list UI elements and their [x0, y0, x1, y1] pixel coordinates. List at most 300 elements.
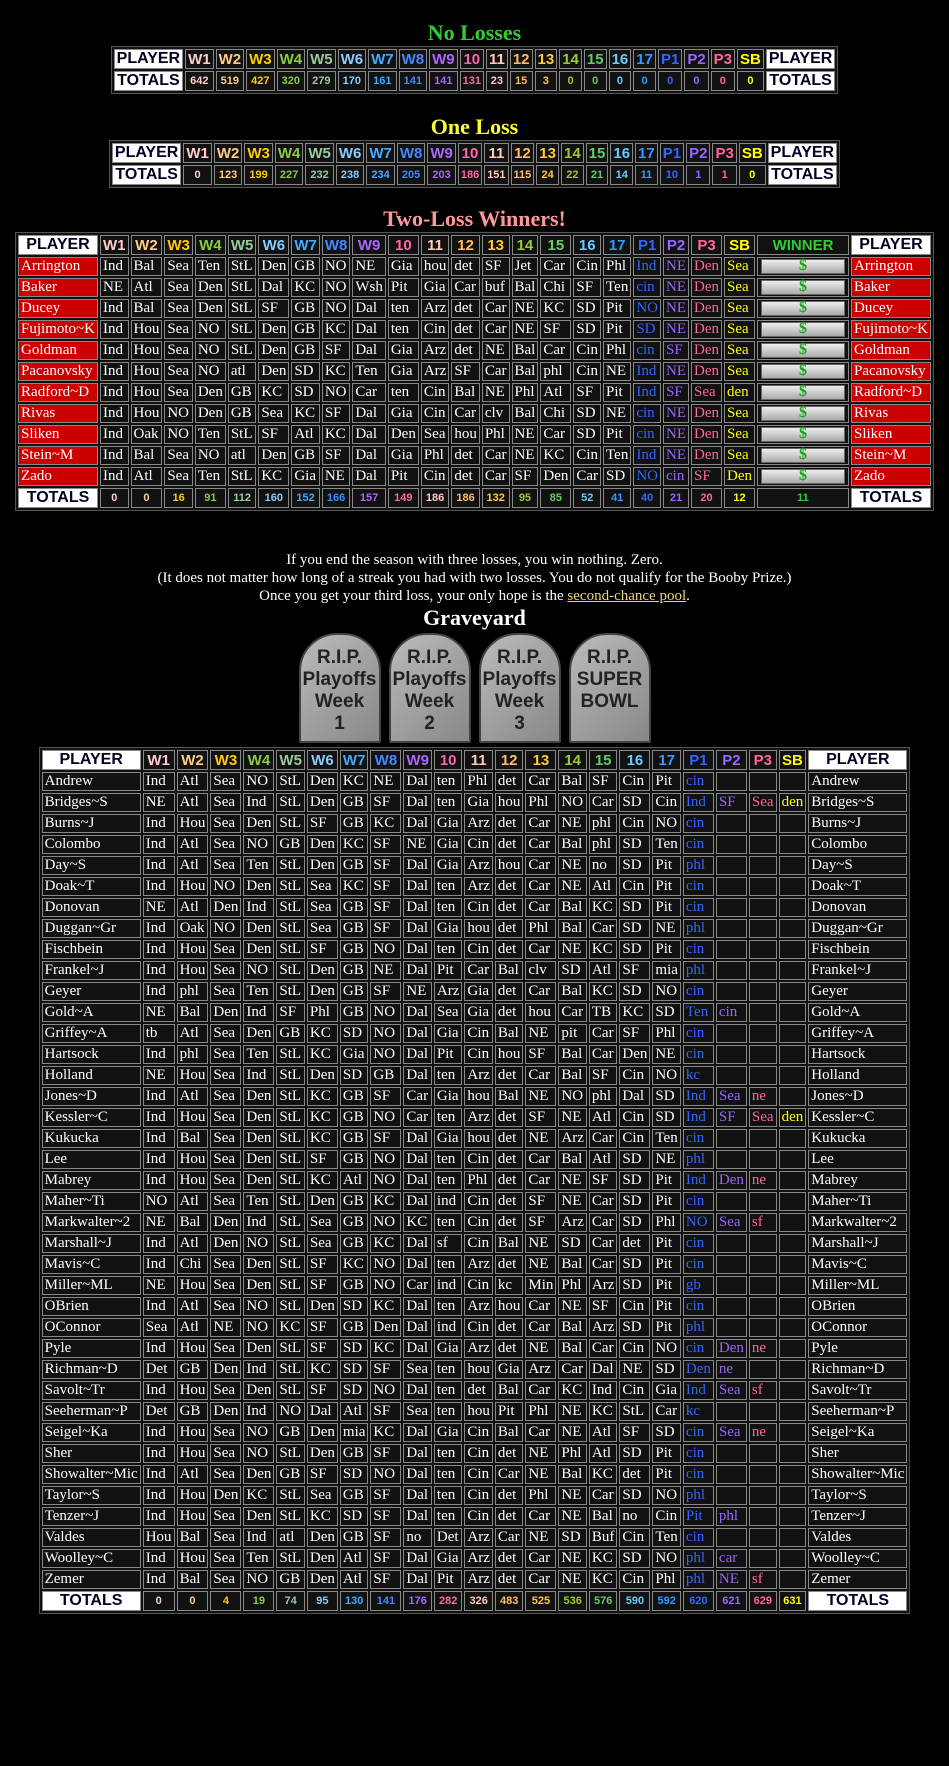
pick-cell: Sea	[210, 1255, 241, 1274]
pick-cell: Den	[691, 278, 722, 297]
pick-cell	[779, 1213, 807, 1232]
week-header: W4	[277, 49, 306, 69]
pick-cell: StL	[228, 320, 257, 339]
money-icon	[757, 404, 849, 423]
pick-cell: hou	[525, 1003, 556, 1022]
player-header: PLAYER	[112, 143, 181, 163]
player-row	[18, 278, 931, 297]
pick-cell: Pit	[652, 1297, 681, 1316]
pick-cell: det	[495, 772, 524, 791]
player-name: Kukucka	[808, 1129, 907, 1148]
pick-cell: Arz	[525, 1360, 556, 1379]
pick-cell: Gia	[495, 1360, 524, 1379]
pick-cell: StL	[619, 1402, 650, 1421]
pick-cell: Atl	[291, 425, 320, 444]
pick-cell: NE	[143, 1066, 175, 1085]
pick-cell	[779, 856, 807, 875]
pick-cell: cin	[683, 1297, 714, 1316]
pick-cell: Den	[195, 383, 226, 402]
pick-cell: Ind	[143, 814, 175, 833]
pick-cell: Hou	[177, 1486, 209, 1505]
pick-cell: ne	[749, 1087, 777, 1106]
pick-cell: StL	[276, 982, 305, 1001]
pick-cell: Ind	[100, 446, 129, 465]
pick-cell: SD	[619, 835, 650, 854]
pick-cell: Car	[403, 1108, 432, 1127]
total-value: 170	[338, 71, 367, 91]
pick-cell: cin	[683, 1465, 714, 1484]
pick-cell: SF	[307, 940, 338, 959]
pick-cell	[716, 1276, 747, 1295]
player-name: Maher~Ti	[42, 1192, 141, 1211]
total-value: 176	[403, 1591, 432, 1611]
pick-cell: SD	[619, 1549, 650, 1568]
pick-cell: Cin	[464, 835, 493, 854]
pick-cell: det	[495, 1339, 524, 1358]
total-value: 519	[216, 71, 245, 91]
pick-cell: NE	[558, 1171, 587, 1190]
player-row	[42, 1486, 908, 1505]
pick-cell	[779, 940, 807, 959]
total-value: 15	[510, 71, 533, 91]
pick-cell: Arz	[464, 1255, 493, 1274]
pick-cell: Sea	[210, 1171, 241, 1190]
pick-cell: det	[495, 877, 524, 896]
pick-cell: NE	[370, 961, 401, 980]
player-row	[42, 814, 908, 833]
player-name: Mabrey	[42, 1171, 141, 1190]
player-name: Radford~D	[851, 383, 931, 402]
note-line-3-text: Once you get your third loss, your only hope is the	[259, 588, 568, 604]
pick-cell: NE	[352, 257, 386, 276]
pick-cell: Bal	[558, 1045, 587, 1064]
pick-cell	[779, 1444, 807, 1463]
pick-cell: hou	[464, 1087, 493, 1106]
pick-cell: atl	[228, 446, 257, 465]
pick-cell: SF	[525, 1192, 556, 1211]
pick-cell: Ind	[243, 1528, 274, 1547]
player-name: Savolt~Tr	[808, 1381, 907, 1400]
pick-cell: NO	[370, 1003, 401, 1022]
pick-cell: Sea	[716, 1213, 747, 1232]
pick-cell: StL	[228, 341, 257, 360]
pick-cell: Car	[589, 1213, 618, 1232]
pick-cell: SF	[276, 1003, 305, 1022]
pick-cell: NO	[370, 1213, 401, 1232]
pick-cell: StL	[276, 1045, 305, 1064]
pick-cell: Sea	[716, 1381, 747, 1400]
player-name: Donovan	[42, 898, 141, 917]
pick-cell: SF	[370, 1402, 401, 1421]
pick-cell: KC	[322, 425, 351, 444]
pick-cell: Bal	[495, 1234, 524, 1253]
pick-cell: KC	[291, 278, 320, 297]
pick-cell: NE	[512, 299, 539, 318]
pick-cell: Den	[307, 1528, 338, 1547]
pick-cell	[749, 1192, 777, 1211]
pick-cell: Bal	[589, 1507, 618, 1526]
pick-cell: Ind	[143, 1108, 175, 1127]
pick-cell: Arz	[589, 1276, 618, 1295]
pick-cell: Ind	[243, 793, 274, 812]
pick-cell: KC	[340, 877, 369, 896]
total-value: 592	[652, 1591, 681, 1611]
pick-cell: Cin	[619, 1339, 650, 1358]
pick-cell: NE	[525, 1339, 556, 1358]
pick-cell: Sea	[210, 1507, 241, 1526]
total-value: 631	[779, 1591, 807, 1611]
pick-cell: NO	[243, 1318, 274, 1337]
pick-cell: Phl	[603, 341, 631, 360]
player-name: Andrew	[808, 772, 907, 791]
player-row	[42, 919, 908, 938]
pick-cell: Dal	[403, 814, 432, 833]
pick-cell: Sea	[210, 1276, 241, 1295]
pick-cell: NO	[370, 1255, 401, 1274]
tombstone-text: R.I.P.	[496, 647, 543, 668]
pick-cell: Gia	[388, 404, 419, 423]
tombstone-text: 1	[334, 713, 345, 734]
pick-cell: phl	[177, 1045, 209, 1064]
pick-cell: Atl	[589, 1108, 618, 1127]
pick-cell: hou	[451, 425, 480, 444]
pick-cell: Ind	[100, 467, 129, 486]
pick-cell: StL	[276, 877, 305, 896]
pick-cell: SF	[370, 856, 401, 875]
player-row	[42, 1171, 908, 1190]
pick-cell: Arz	[464, 1297, 493, 1316]
pick-cell: SD	[619, 1276, 650, 1295]
total-value: 0	[177, 1591, 209, 1611]
pick-cell: Pit	[388, 278, 419, 297]
no-losses-title: No Losses	[427, 20, 522, 45]
week-header: 13	[482, 235, 510, 255]
week-header: 17	[635, 143, 658, 163]
pick-cell: Cin	[464, 1276, 493, 1295]
pick-cell: SF	[370, 835, 401, 854]
pick-cell: Ind	[100, 320, 129, 339]
pick-cell: NO	[652, 1339, 681, 1358]
pick-cell: Ind	[143, 1339, 175, 1358]
pick-cell: Sea	[164, 341, 193, 360]
pick-cell: Dal	[403, 856, 432, 875]
pick-cell	[749, 1402, 777, 1421]
three-loss-note	[0, 551, 949, 605]
pick-cell: Cin	[573, 446, 601, 465]
player-row	[42, 1066, 908, 1085]
pick-cell: Cin	[619, 1108, 650, 1127]
pick-cell: Ten	[652, 1528, 681, 1547]
pick-cell: KC	[403, 1213, 432, 1232]
pick-cell: Dal	[403, 1024, 432, 1043]
player-name: Fujimoto~K	[851, 320, 931, 339]
week-header: W3	[164, 235, 193, 255]
pick-cell	[779, 1045, 807, 1064]
pick-cell: KC	[340, 835, 369, 854]
pick-cell	[779, 1339, 807, 1358]
pick-cell: Gia	[434, 919, 463, 938]
pick-cell: Hou	[177, 1381, 209, 1400]
pick-cell: Dal	[403, 1444, 432, 1463]
pick-cell: Den	[210, 1402, 241, 1421]
pick-cell: NO	[633, 467, 661, 486]
player-name: Mavis~C	[808, 1255, 907, 1274]
pick-cell: StL	[276, 1360, 305, 1379]
pick-cell: NE	[143, 1213, 175, 1232]
player-row	[42, 940, 908, 959]
pick-cell: Pit	[652, 856, 681, 875]
pick-cell: StL	[228, 425, 257, 444]
pick-cell: ten	[434, 940, 463, 959]
pick-cell: Sea	[434, 1003, 463, 1022]
pick-cell: NO	[370, 1045, 401, 1064]
pick-cell: Oak	[177, 919, 209, 938]
pick-cell	[749, 877, 777, 896]
pick-cell: StL	[276, 1507, 305, 1526]
pick-cell: Gia	[434, 1087, 463, 1106]
player-name: Fujimoto~K	[18, 320, 98, 339]
pick-cell: Cin	[421, 320, 450, 339]
total-value: 19	[243, 1591, 274, 1611]
pick-cell: SF	[307, 1465, 338, 1484]
player-row	[18, 299, 931, 318]
pick-cell: NO	[243, 1234, 274, 1253]
player-name: Baker	[18, 278, 98, 297]
pick-cell: Ten	[243, 1192, 274, 1211]
pick-cell: Cin	[464, 1318, 493, 1337]
pick-cell: Sea	[210, 1381, 241, 1400]
pick-cell: Car	[525, 877, 556, 896]
pick-cell: Gia	[464, 982, 493, 1001]
week-header: W2	[214, 143, 243, 163]
pick-cell: NE	[663, 320, 689, 339]
pick-cell: StL	[228, 299, 257, 318]
pick-cell: Pit	[388, 467, 419, 486]
pick-cell: Den	[258, 446, 289, 465]
player-row	[18, 320, 931, 339]
player-name: Rivas	[18, 404, 98, 423]
week-header: 12	[451, 235, 480, 255]
pick-cell: Arz	[464, 1339, 493, 1358]
total-value: 199	[244, 165, 273, 185]
pick-cell: ne	[716, 1360, 747, 1379]
player-name: Zemer	[42, 1570, 141, 1589]
total-value: 157	[352, 488, 386, 508]
pick-cell: NO	[370, 1276, 401, 1295]
pick-cell: Den	[691, 425, 722, 444]
pick-cell: Car	[540, 341, 571, 360]
pick-cell: Bal	[558, 1255, 587, 1274]
pick-cell	[779, 1549, 807, 1568]
pick-cell: SF	[451, 362, 480, 381]
pick-cell: NO	[243, 1297, 274, 1316]
player-name: Burns~J	[808, 814, 907, 833]
pick-cell: Gia	[434, 1423, 463, 1442]
pick-cell: Sea	[164, 257, 193, 276]
pick-cell: Car	[482, 320, 510, 339]
pick-cell: StL	[276, 1171, 305, 1190]
week-header: P2	[716, 750, 747, 770]
total-value: 0	[183, 165, 212, 185]
pick-cell: Pit	[652, 1171, 681, 1190]
pick-cell: Den	[691, 446, 722, 465]
second-chance-pool-link[interactable]: second-chance pool	[567, 588, 687, 604]
pick-cell: den	[779, 793, 807, 812]
player-name: OBrien	[42, 1297, 141, 1316]
pick-cell: phl	[683, 1318, 714, 1337]
pick-cell: Atl	[589, 1444, 618, 1463]
pick-cell	[749, 1318, 777, 1337]
total-value: 186	[421, 488, 450, 508]
player-name: Goldman	[18, 341, 98, 360]
pick-cell: SD	[619, 1486, 650, 1505]
pick-cell	[716, 982, 747, 1001]
pick-cell: Car	[652, 1402, 681, 1421]
pick-cell: Dal	[352, 341, 386, 360]
player-row	[42, 1024, 908, 1043]
pick-cell	[779, 1465, 807, 1484]
pick-cell: GB	[340, 898, 369, 917]
pick-cell: NE	[525, 1444, 556, 1463]
pick-cell: Ind	[143, 772, 175, 791]
pick-cell: KC	[307, 1507, 338, 1526]
pick-cell	[716, 1255, 747, 1274]
week-header: 13	[536, 143, 559, 163]
pick-cell	[716, 1234, 747, 1253]
player-row	[42, 1528, 908, 1547]
pick-cell: Sea	[164, 278, 193, 297]
pick-cell: Pit	[652, 1276, 681, 1295]
pick-cell	[716, 1192, 747, 1211]
pick-cell: KC	[540, 446, 571, 465]
player-row	[42, 1423, 908, 1442]
player-name: Hartsock	[808, 1045, 907, 1064]
pick-cell: clv	[482, 404, 510, 423]
pick-cell: SD	[619, 898, 650, 917]
pick-cell	[779, 1507, 807, 1526]
pick-cell: Car	[525, 1570, 556, 1589]
pick-cell: Bal	[495, 1024, 524, 1043]
player-row	[42, 1255, 908, 1274]
pick-cell: phl	[683, 1486, 714, 1505]
pick-cell: cin	[683, 772, 714, 791]
pick-cell: Dal	[403, 1465, 432, 1484]
player-name: Savolt~Tr	[42, 1381, 141, 1400]
pick-cell: GB	[228, 383, 257, 402]
pick-cell: Ind	[683, 793, 714, 812]
pick-cell: phl	[589, 835, 618, 854]
pick-cell: Atl	[177, 1318, 209, 1337]
pick-cell: SD	[573, 425, 601, 444]
pick-cell	[749, 772, 777, 791]
player-name: Tenzer~J	[42, 1507, 141, 1526]
pick-cell: SF	[258, 299, 289, 318]
pick-cell	[749, 835, 777, 854]
pick-cell	[716, 1066, 747, 1085]
pick-cell: Pit	[652, 898, 681, 917]
total-value: 620	[683, 1591, 714, 1611]
pick-cell: Oak	[131, 425, 163, 444]
week-header: 10	[388, 235, 419, 255]
pick-cell: GB	[340, 1234, 369, 1253]
pick-cell: det	[495, 1507, 524, 1526]
total-value: 590	[619, 1591, 650, 1611]
pick-cell: SD	[340, 1465, 369, 1484]
pick-cell: Dal	[403, 1486, 432, 1505]
player-name: Pacanovsky	[18, 362, 98, 381]
week-header: W1	[185, 49, 214, 69]
pick-cell: StL	[276, 1108, 305, 1127]
pick-cell: det	[451, 257, 480, 276]
pick-cell: SD	[340, 1360, 369, 1379]
pick-cell: Arz	[464, 1528, 493, 1547]
pick-cell: cin	[683, 1045, 714, 1064]
pick-cell: Sea	[210, 835, 241, 854]
player-row	[42, 1297, 908, 1316]
pick-cell: SF	[512, 467, 539, 486]
pick-cell: GB	[340, 1276, 369, 1295]
pick-cell	[716, 1465, 747, 1484]
pick-cell: Den	[243, 919, 274, 938]
pick-cell: SF	[370, 793, 401, 812]
pick-cell: Sea	[210, 1066, 241, 1085]
total-value: 238	[336, 165, 365, 185]
pick-cell: sf	[749, 1381, 777, 1400]
pick-cell: KC	[589, 1465, 618, 1484]
pick-cell: ten	[388, 299, 419, 318]
total-value: 11	[635, 165, 658, 185]
pick-cell: cin	[716, 1003, 747, 1022]
pick-cell: NO	[164, 404, 193, 423]
graveyard-section	[0, 605, 949, 1614]
player-row	[42, 1318, 908, 1337]
pick-cell: Cin	[464, 1444, 493, 1463]
graveyard-table	[39, 747, 911, 1614]
pick-cell: GB	[340, 1150, 369, 1169]
pick-cell: KC	[589, 982, 618, 1001]
pick-cell: NE	[558, 1570, 587, 1589]
pick-cell: ind	[434, 1318, 463, 1337]
week-header: 17	[652, 750, 681, 770]
pick-cell	[716, 877, 747, 896]
pick-cell: Hou	[131, 341, 163, 360]
pick-cell: Ind	[143, 1045, 175, 1064]
tombstone-text: BOWL	[580, 691, 639, 712]
pick-cell: ten	[434, 1171, 463, 1190]
pick-cell: StL	[276, 1297, 305, 1316]
pick-cell: Sea	[403, 1360, 432, 1379]
pick-cell	[716, 856, 747, 875]
pick-cell: Ind	[143, 1465, 175, 1484]
pick-cell: Atl	[177, 898, 209, 917]
pick-cell	[779, 835, 807, 854]
pick-cell: NO	[558, 793, 587, 812]
pick-cell: Atl	[177, 1024, 209, 1043]
pick-cell: Sea	[210, 961, 241, 980]
pick-cell: Bal	[558, 982, 587, 1001]
pick-cell: Den	[243, 1108, 274, 1127]
pick-cell	[779, 1402, 807, 1421]
pick-cell	[779, 1024, 807, 1043]
player-row	[42, 1108, 908, 1127]
pick-cell: SF	[370, 1486, 401, 1505]
pick-cell: Cin	[464, 1234, 493, 1253]
player-row	[42, 1444, 908, 1463]
pick-cell: Sea	[724, 425, 755, 444]
tombstone-text: 3	[514, 713, 525, 734]
pick-cell: Sea	[210, 940, 241, 959]
pick-cell: Cin	[464, 898, 493, 917]
